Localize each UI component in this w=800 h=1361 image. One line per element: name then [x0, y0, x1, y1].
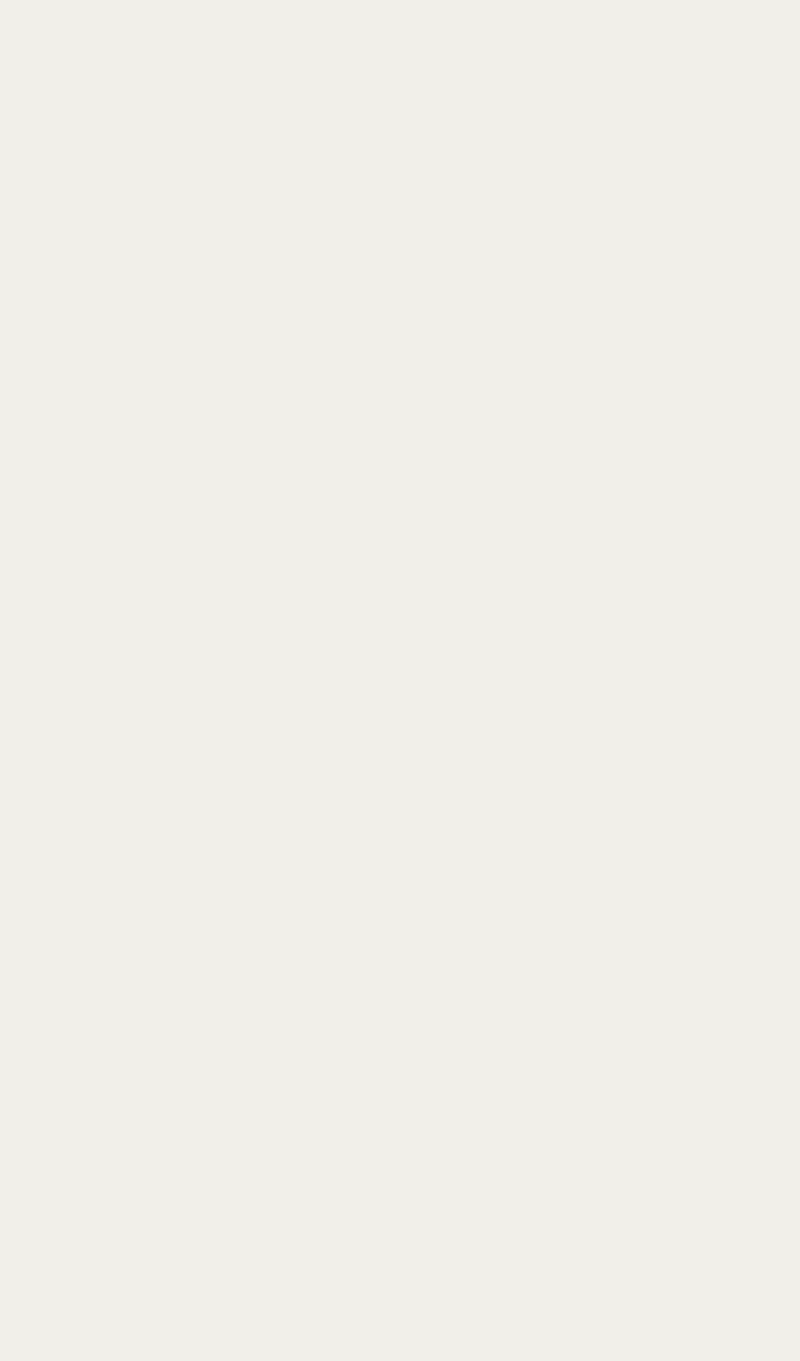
ornament-rule: [47, 378, 765, 412]
running-header: [52, 88, 752, 119]
